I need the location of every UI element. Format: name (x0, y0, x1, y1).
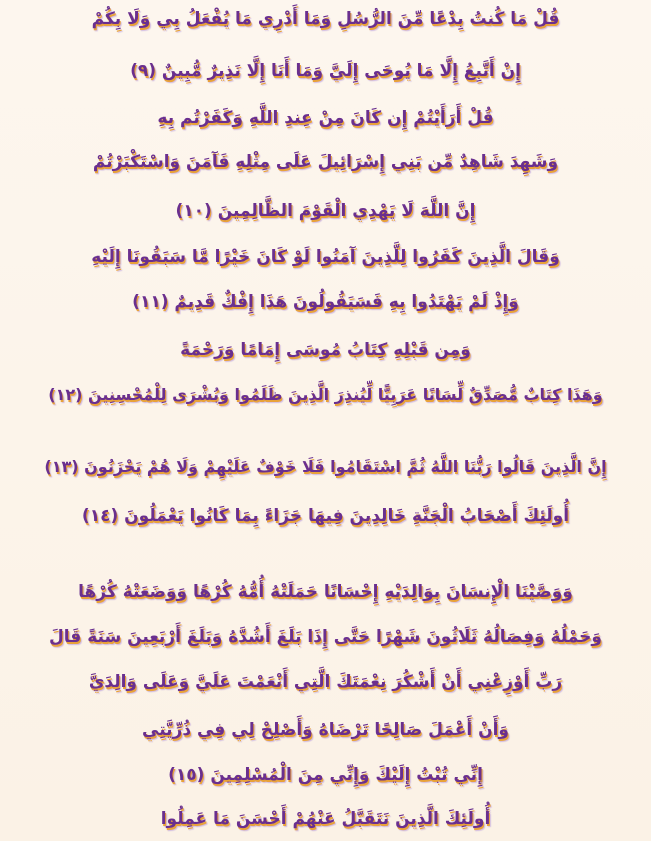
verse-line: وَأَنْ أَعْمَلَ صَالِحًا تَرْضَاهُ وَأَصْلِحْ لِي فِي ذُرِّيَّتِي (142, 720, 509, 740)
verse-line: إِنْ أَتَّبِعُ إِلَّا مَا يُوحَى إِلَيَّ وَمَا أَنَا إِلَّا نَذِيرٌ مُّبِينٌ (٩) (130, 61, 521, 81)
verse-line: أُولَئِكَ الَّذِينَ نَتَقَبَّلُ عَنْهُمْ أَحْسَنَ مَا عَمِلُوا (160, 809, 491, 829)
verse-line: أُولَئِكَ أَصْحَابُ الْجَنَّةِ خَالِدِينَ فِيهَا جَزَاءً بِمَا كَانُوا يَعْمَلُونَ (١٤) (81, 506, 570, 526)
verse-line: إِنِّي تُبْتُ إِلَيْكَ وَإِنِّي مِنَ الْمُسْلِمِينَ (١٥) (168, 765, 483, 785)
verse-line: وَحَمْلُهُ وَفِصَالُهُ ثَلَاثُونَ شَهْرًا حَتَّى إِذَا بَلَغَ أَشُدَّهُ وَبَلَغَ أَرْبَعِينَ سَنَةً قَالَ (49, 627, 602, 647)
verse-line: وَإِذْ لَمْ يَهْتَدُوا بِهِ فَسَيَقُولُونَ هَذَا إِفْكٌ قَدِيمٌ (١١) (132, 292, 519, 312)
verse-line: وَقَالَ الَّذِينَ كَفَرُوا لِلَّذِينَ آمَنُوا لَوْ كَانَ خَيْرًا مَّا سَبَقُونَا إِلَيْهِ (91, 247, 560, 267)
verse-line: قُلْ مَا كُنتُ بِدْعًا مِّنَ الرُّسُلِ وَمَا أَدْرِي مَا يُفْعَلُ بِي وَلَا بِكُمْ (91, 9, 560, 29)
verse-line: وَوَصَّيْنَا الْإِنسَانَ بِوَالِدَيْهِ إِحْسَانًا حَمَلَتْهُ أُمُّهُ كُرْهًا وَوَضَعَتْهُ كُرْهًا (78, 582, 573, 602)
verse-line: رَبِّ أَوْزِعْنِي أَنْ أَشْكُرَ نِعْمَتَكَ الَّتِي أَنْعَمْتَ عَلَيَّ وَعَلَى وَالِدَيَّ (88, 672, 563, 692)
verse-line: إِنَّ الَّذِينَ قَالُوا رَبُّنَا اللَّهُ ثُمَّ اسْتَقَامُوا فَلَا خَوْفٌ عَلَيْهِمْ وَلَا هُمْ يَحْزَنُونَ (١٣) (44, 457, 607, 476)
verse-line: وَشَهِدَ شَاهِدٌ مِّن بَنِي إِسْرَائِيلَ عَلَى مِثْلِهِ فَآمَنَ وَاسْتَكْبَرْتُمْ (92, 152, 559, 172)
verse-line: قُلْ أَرَأَيْتُمْ إِن كَانَ مِنْ عِندِ اللَّهِ وَكَفَرْتُم بِهِ (157, 108, 494, 128)
verse-line: إِنَّ اللَّهَ لَا يَهْدِي الْقَوْمَ الظَّالِمِينَ (١٠) (175, 201, 476, 221)
verse-line: وَمِن قَبْلِهِ كِتَابُ مُوسَى إِمَامًا وَرَحْمَةً (180, 340, 471, 360)
verse-line: وَهَذَا كِتَابٌ مُّصَدِّقٌ لِّسَانًا عَرَبِيًّا لِّيُنذِرَ الَّذِينَ ظَلَمُوا وَبُشْرَى لِلْمُحْسِنِينَ (١٢) (48, 385, 603, 404)
